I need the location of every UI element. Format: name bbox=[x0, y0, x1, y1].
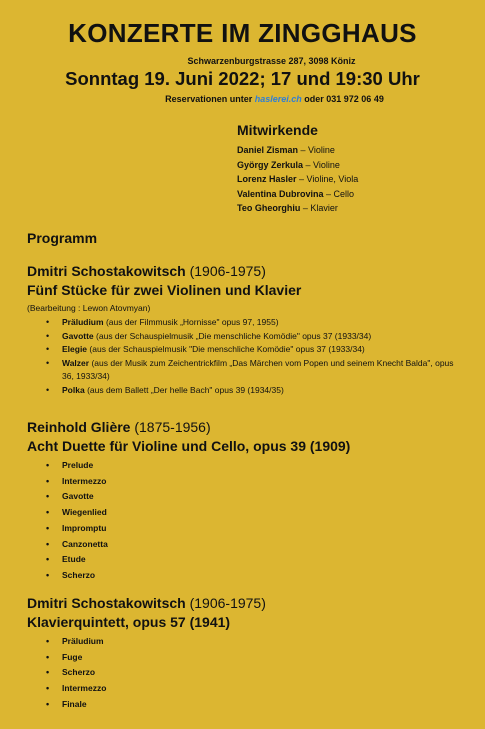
composer-name: Dmitri Schostakowitsch bbox=[27, 263, 186, 279]
list-item: • Präludium bbox=[27, 634, 462, 650]
list-item: • Finale bbox=[27, 697, 462, 713]
performer-row bbox=[237, 187, 358, 202]
performer-row bbox=[237, 158, 358, 173]
reservation-suffix: oder 031 972 06 49 bbox=[304, 94, 384, 104]
composer-name: Reinhold Glière bbox=[27, 419, 131, 435]
performer-role: – Violine, Viola bbox=[299, 174, 359, 184]
list-item: • Intermezzo bbox=[27, 474, 462, 490]
movement-list bbox=[27, 316, 462, 397]
list-item bbox=[27, 330, 462, 344]
program-piece-2 bbox=[27, 418, 462, 584]
list-item: • Impromptu bbox=[27, 521, 462, 537]
page-title: KONZERTE IM ZINGGHAUS bbox=[68, 18, 417, 48]
composer-name: Dmitri Schostakowitsch bbox=[27, 595, 186, 611]
list-item: • Gavotte bbox=[27, 489, 462, 505]
movement-detail: (aus der Musik zum Zeichentrickfilm „Das Märchen vom Popen und seinem Knecht Balda", opus 36, 1933/34) bbox=[62, 357, 454, 381]
movement-detail: (aus der Schauspielmusik "Die menschliche Komödie" opus 37 (1933/34) bbox=[89, 344, 365, 354]
list-item bbox=[27, 357, 462, 384]
reservation-line bbox=[0, 94, 485, 104]
performer-role: – Violine bbox=[305, 159, 340, 170]
performer-name: György Zerkula bbox=[237, 159, 304, 170]
program-piece-3 bbox=[27, 594, 462, 713]
work-title: Fünf Stücke für zwei Violinen und Klavier bbox=[27, 282, 302, 298]
reservation-link[interactable]: haslerei.ch bbox=[254, 94, 302, 104]
performer-name: Valentina Dubrovina bbox=[237, 188, 324, 199]
performer-row bbox=[237, 201, 358, 216]
program-piece-1 bbox=[27, 262, 462, 397]
performer-role: – Violine bbox=[300, 145, 335, 155]
movement-list bbox=[27, 634, 462, 713]
performer-row bbox=[237, 172, 358, 187]
performer-name: Daniel Zisman bbox=[237, 145, 299, 155]
arrangement-note: (Bearbeitung : Lewon Atovmyan) bbox=[27, 303, 151, 313]
list-item: • Wiegenlied bbox=[27, 505, 462, 521]
performer-role: – Klavier bbox=[302, 203, 338, 213]
movement-title: Elegie bbox=[62, 344, 88, 354]
composer-dates: (1906-1975) bbox=[189, 263, 266, 279]
composer-line bbox=[27, 594, 462, 613]
movement-title: Polka bbox=[62, 384, 85, 395]
performer-name: Lorenz Hasler bbox=[237, 174, 297, 184]
movement-title: Walzer bbox=[62, 357, 90, 368]
performer-name: Teo Gheorghiu bbox=[237, 203, 301, 213]
performer-row bbox=[237, 143, 358, 158]
list-item: • Scherzo bbox=[27, 665, 462, 681]
movement-detail: (aus der Filmmusik „Hornisse" opus 97, 1955) bbox=[105, 317, 279, 327]
performer-role: – Cello bbox=[326, 188, 355, 199]
composer-dates: (1906-1975) bbox=[189, 595, 266, 611]
movement-list bbox=[27, 458, 462, 584]
performers-section bbox=[237, 122, 358, 216]
list-item: • Scherzo bbox=[27, 568, 462, 584]
list-item: • Canzonetta bbox=[27, 537, 462, 553]
venue-address: Schwarzenburgstrasse 287, 3098 Köniz bbox=[187, 56, 356, 66]
composer-dates: (1875-1956) bbox=[134, 419, 211, 435]
performers-heading: Mitwirkende bbox=[237, 122, 318, 138]
list-item: • Intermezzo bbox=[27, 681, 462, 697]
concert-datetime: Sonntag 19. Juni 2022; 17 und 19:30 Uhr bbox=[65, 68, 420, 89]
reservation-prefix: Reservationen unter bbox=[165, 94, 253, 104]
movement-detail: (aus der Schauspielmusik „Die menschliche Komödie" opus 37 (1933/34) bbox=[96, 330, 372, 341]
work-title: Acht Duette für Violine und Cello, opus 39 (1909) bbox=[27, 438, 351, 454]
movement-detail: (aus dem Ballett „Der helle Bach" opus 39 (1934/35) bbox=[87, 384, 284, 395]
work-title: Klavierquintett, opus 57 (1941) bbox=[27, 614, 231, 630]
program-heading: Programm bbox=[27, 230, 98, 246]
composer-line bbox=[27, 262, 462, 281]
list-item: • Fuge bbox=[27, 650, 462, 666]
list-item bbox=[27, 343, 462, 357]
list-item bbox=[27, 316, 462, 330]
list-item bbox=[27, 384, 462, 398]
movement-title: Präludium bbox=[62, 317, 104, 327]
list-item: • Prelude bbox=[27, 458, 462, 474]
movement-title: Gavotte bbox=[62, 330, 94, 341]
composer-line bbox=[27, 418, 462, 437]
list-item: • Etude bbox=[27, 552, 462, 568]
